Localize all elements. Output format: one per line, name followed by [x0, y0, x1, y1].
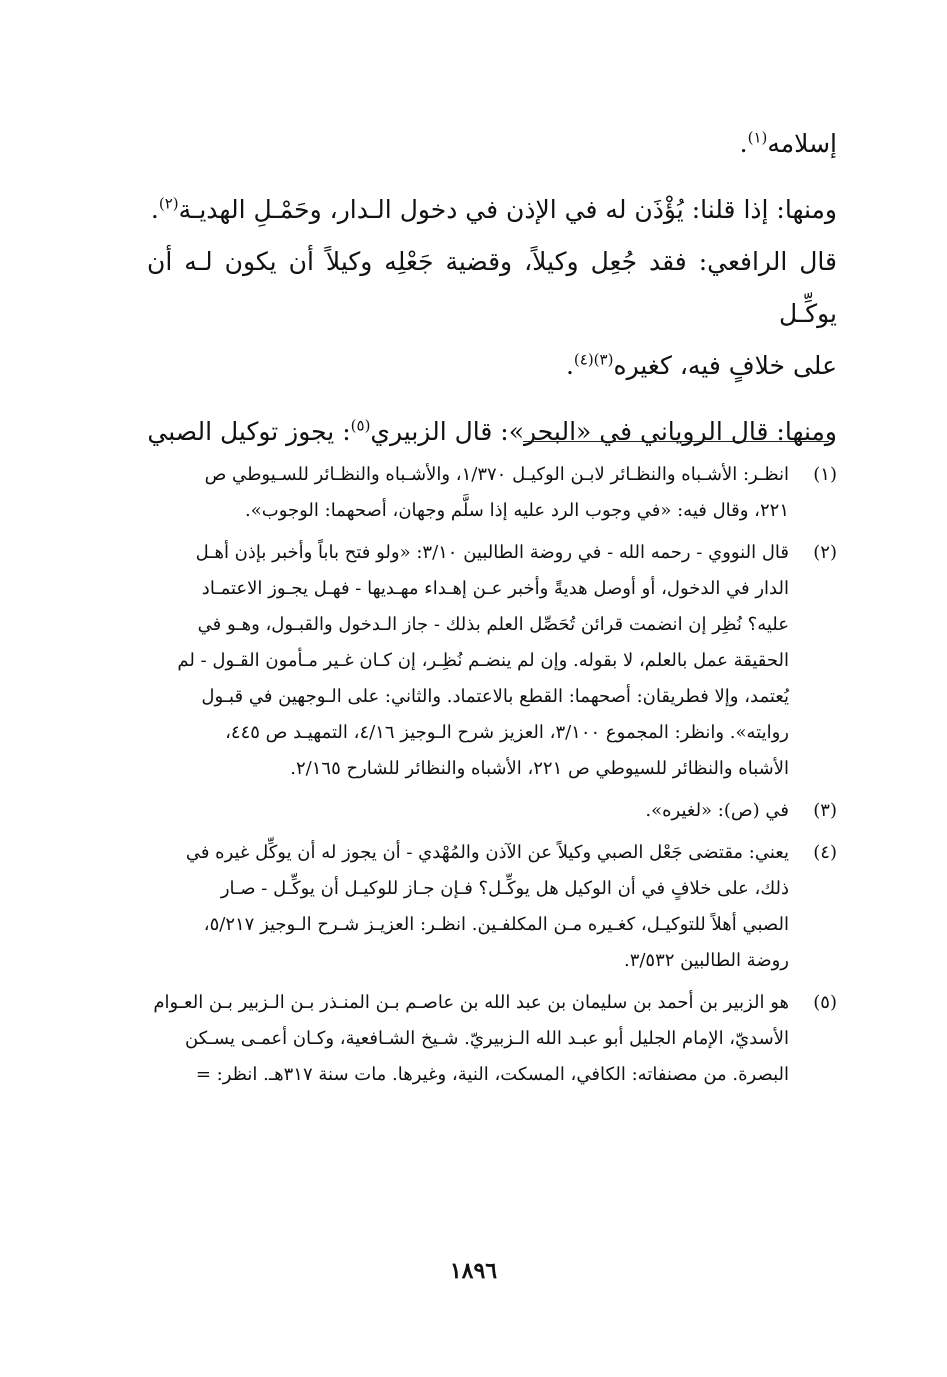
footnote-text: انظـر: الأشـباه والنظـائر لابـن الوكيـل ١/٣٧٠، والأشـباه والنظـائر للسـيوطي ص ٢٢١، وقال فيه: «في وجوب الرد عليه إذا سلَّم وجهان، أصحهما: الوجوب». [204, 464, 789, 521]
footnote-ref: (١) [747, 128, 768, 147]
footnote-5 [142, 985, 837, 1093]
main-text [147, 118, 837, 458]
body-line-2: ومنها: إذا قلنا: يُؤْذَن له في الإذن في دخول الـدار، وحَمْـلِ الهديـة$^{(٢)}$. [150, 194, 837, 224]
footnote-4 [142, 835, 837, 979]
footnote-ref: (٢) [158, 194, 179, 213]
footnote-1 [142, 457, 837, 529]
footnote-separator [523, 441, 829, 442]
footnote-text: في (ص): «لغيره». [645, 800, 789, 821]
body-line-4: على خلافٍ فيه، كغيره$^{(٣)(٤)}$. [565, 350, 837, 380]
body-line-3: قال الرافعي: فقد جُعِل وكيلاً، وقضية جَعْلِه وكيلاً أن يكون لـه أن يوكِّـل [147, 247, 837, 328]
footnote-number: (٤) [813, 842, 837, 863]
body-line-1: إسلامه$^{(١)}$. [739, 128, 837, 158]
footnote-ref: (٥) [350, 416, 371, 435]
footnote-number: (٥) [813, 992, 837, 1013]
page-number: ١٨٩٦ [449, 1258, 498, 1284]
footnote-text: هو الزبير بن أحمد بن سليمان بن عبد الله بن عاصـم بـن المنـذر بـن الـزبير بـن العـوام الأسديّ، الإمام الجليل أبو عبـد الله الـزبيريّ. شـيخ الشـافعية، وكـان أعمـى يسـكن البصرة. من مصنفاته: الكافي، المسكت، النية، وغيرها. مات سنة ٣١٧هـ. انظر: = [153, 992, 789, 1085]
footnote-text: يعني: مقتضى جَعْل الصبي وكيلاً عن الآذن والمُهْدي - أن يجوز له أن يوكِّل غيره في ذلك، على خلافٍ في أن الوكيل هل يوكِّـل؟ فـإن جـاز للوكيـل أن يوكِّـل - صـار الصبي أهلاً للتوكيـل، كغـيره مـن المكلفـين. انظـر: العزيـز شـرح الـوجيز ٥/٢١٧، روضة الطالبين ٣/٥٣٢. [185, 842, 789, 971]
footnote-number: (٣) [813, 800, 837, 821]
footnotes [142, 457, 837, 1099]
footnote-number: (٢) [813, 542, 837, 563]
body-line-5: ومنها: قال الروياني في «البحر»: قال الزبيري$^{(٥)}$: يجوز توكيل الصبي [147, 416, 837, 446]
footnote-text: قال النووي - رحمه الله - في روضة الطالبين ٣/١٠: «ولو فتح باباً وأخبر بإذن أهـل الدار في الدخول، أو أوصل هديةً وأخبر عـن إهـداء مهـديها - فهـل يجـوز الاعتمـاد عليه؟ نُظِر إن انضمت قرائن تُحَصِّل العلم بذلك - جاز الـدخول والقبـول، وهـو في الحقيقة عمل بالعلم، لا بقوله. وإن لم ينضـم نُظِـر، إن كـان غـير مـأمون القـول - لم يُعتمد، وإلا فطريقان: أصحهما: القطع بالاعتماد. والثاني: على الـوجهين في قبـول روايته». وانظر: المجموع ٣/١٠٠، العزيز شرح الـوجيز ٤/١٦، التمهيـد ص ٤٤٥، الأشباه والنظائر للسيوطي ص ٢٢١، الأشباه والنظائر للشارح ٢/١٦٥. [177, 542, 789, 779]
footnote-3 [142, 793, 837, 829]
footnote-number: (١) [813, 464, 837, 485]
footnote-2 [142, 535, 837, 787]
footnote-ref: (٣)(٤) [573, 350, 614, 369]
